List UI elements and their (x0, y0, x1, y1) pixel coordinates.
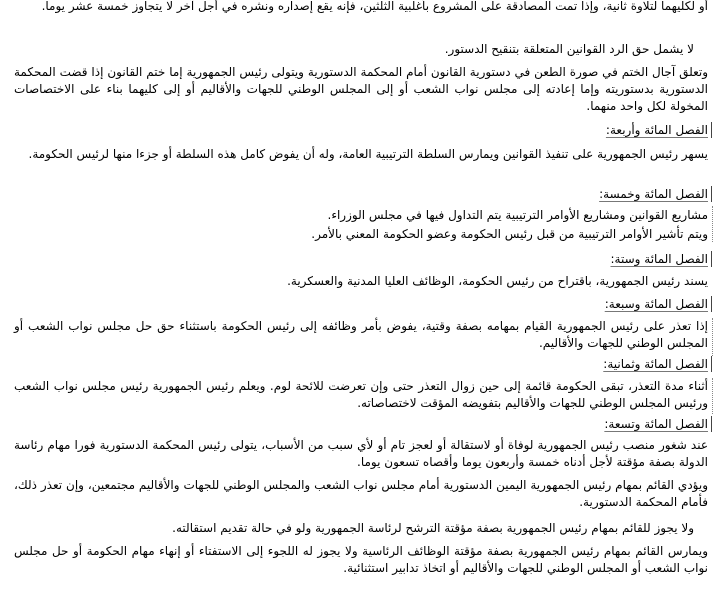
article-105-heading: الفصل المائة وخمسة: (599, 187, 708, 201)
article-105-text-2: ويتم تأشير الأوامر الترتيبية من قبل رئيس الحكومة وعضو الحكومة المعني بالأمر. (311, 227, 708, 241)
article-107-text: إذا تعذر على رئيس الجمهورية القيام بمهامه بصفة وقتية، يفوض بأمر وظائفه إلى رئيس الحكومة باستثناء حق حل مجلس نواب الشعب أو المجلس الوطني للجهات والأقاليم. (14, 319, 708, 350)
article-108-heading: الفصل المائة وثمانية: (603, 357, 708, 371)
article-108-text: أثناء مدة التعذر، تبقى الحكومة قائمة إلى حين زوال التعذر حتى وإن تعرضت للائحة لوم. ويعلم رئيس الجمهورية رئيس مجلس نواب الشعب ورئيس المجلس الوطني للجهات والأقاليم بتفويضه المؤقت لاختصاصاته. (14, 379, 708, 410)
paragraph-sealing-suspension: وتعلق آجال الختم في صورة الطعن في دستورية القانون أمام المحكمة الدستورية ويتولى رئيس الجمهورية إما ختم القانون إذا قضت المحكمة الدستورية بدستوريته وإما إعادته إلى مجلس نواب الشعب أو إلى المجلس الوطني للجهات والأقاليم أو إلى كليهما بناء على الاختصاصات المخولة لكل واحد منهما. (14, 65, 708, 113)
margin-dots (712, 318, 716, 356)
paragraph-return-exclusion: لا يشمل حق الرد القوانين المتعلقة بتنقيح الدستور. (444, 42, 694, 56)
margin-dots (712, 378, 716, 414)
article-106-text: يسند رئيس الجمهورية، باقتراح من رئيس الحكومة، الوظائف العليا المدنية والعسكرية. (287, 274, 708, 288)
article-104-text: يسهر رئيس الجمهورية على تنفيذ القوانين ويمارس السلطة الترتيبية العامة، وله أن يفوض كامل هذه السلطة أو جزءا منها لرئيس الحكومة. (28, 147, 708, 161)
article-104-heading: الفصل المائة وأربعة: (605, 123, 708, 137)
article-105-text-1: مشاريع القوانين ومشاريع الأوامر الترتيبية يتم التداول فيها في مجلس الوزراء. (327, 208, 708, 222)
article-109-heading: الفصل المائة وتسعة: (604, 417, 708, 431)
article-107-heading: الفصل المائة وسبعة: (604, 297, 708, 311)
article-106-heading: الفصل المائة وستة: (610, 252, 708, 266)
margin-dots (712, 206, 716, 242)
article-109-text-2: ويؤدي القائم بمهام رئيس الجمهورية اليمين الدستورية أمام مجلس نواب الشعب والمجلس الوطني للجهات والأقاليم مجتمعين، وإن تعذر ذلك، فأمام المحكمة الدستورية. (14, 478, 708, 509)
article-109-text-3: ولا يجوز للقائم بمهام رئيس الجمهورية بصفة مؤقتة الترشح لرئاسة الجمهورية ولو في حالة تقديم استقالته. (172, 521, 694, 535)
article-109-text-1: عند شغور منصب رئيس الجمهورية لوفاة أو لاستقالة أو لعجز تام أو لأي سبب من الأسباب، يتولى رئيس المحكمة الدستورية فورا مهام رئاسة الدولة بصفة مؤقتة لأجل أدناه خمسة وأربعون يوما وأقصاه تسعون يوما. (14, 438, 708, 469)
paragraph-return-deadline: أو لكليهما لتلاوة ثانية، وإذا تمت المصادقة على المشروع بأغلبية الثلثين، فإنه يقع إصداره ونشره في أجل آخر لا يتجاوز خمسة عشر يوما. (41, 0, 708, 13)
article-109-text-4: ويمارس القائم بمهام رئيس الجمهورية بصفة مؤقتة الوظائف الرئاسية ولا يجوز له اللجوء إلى الاستفتاء أو إنهاء مهام الحكومة أو حل مجلس نواب الشعب أو المجلس الوطني للجهات والأقاليم أو اتخاذ تدابير استثنائية. (14, 544, 708, 575)
